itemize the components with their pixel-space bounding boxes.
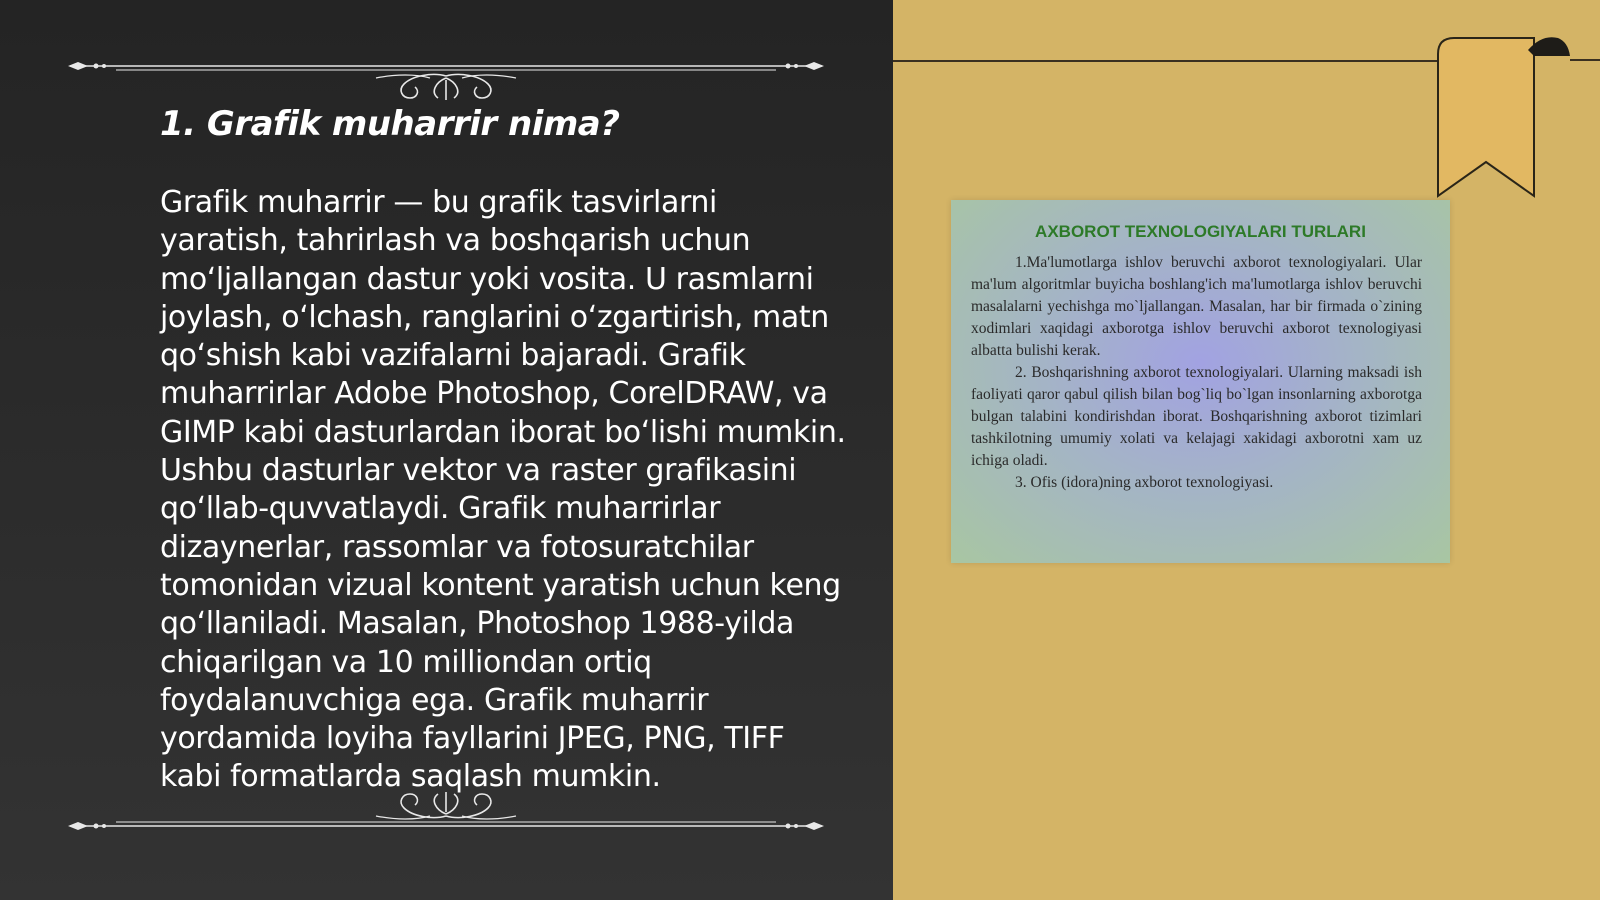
document-heading: AXBOROT TEXNOLOGIYALARI TURLARI <box>1035 222 1366 241</box>
bookmark-ribbon-icon <box>1430 30 1600 200</box>
ornamental-divider-top <box>66 40 826 100</box>
ornamental-divider-bottom <box>66 778 826 838</box>
document-paragraph: 3. Ofis (idora)ning axborot texnologiyasi. <box>1015 474 1274 491</box>
document-body <box>971 252 1422 494</box>
slide-body-text: Grafik muharrir — bu grafik tasvirlarni yaratish, tahrirlash va boshqarish uchun moʻljallangan dastur yoki vosita. U rasmlarni joylash, oʻlchash, ranglarini oʻzgartirish, matn qoʻshish kabi vazifalarni bajaradi. Grafik muharrirlar Adobe Photoshop, CorelDRAW, va GIMP kabi dasturlardan iborat boʻlishi mumkin. Ushbu dasturlar vektor va raster grafikasini qoʻllab-quvvatlaydi. Grafik muharrirlar dizaynerlar, rassomlar va fotosuratchilar tomonidan vizual kontent yaratish uchun keng qoʻllaniladi. Masalan, Photoshop 1988-yilda chiqarilgan va 10 milliondan ortiq foydalanuvchiga ega. Grafik muharrir yordamida loyiha fayllarini JPEG, PNG, TIFF kabi formatlarda saqlash mumkin. <box>160 185 846 795</box>
slide-title: 1. Grafik muharrir nima? <box>160 104 620 144</box>
decorative-line <box>893 60 1443 62</box>
document-paragraph: 1.Ma'lumotlarga ishlov beruvchi axborot texnologiyalari. Ular ma'lum algoritmlar buyicha boshlang'ich ma'lumotlarga ishlov beruvchi masalalarni yechishga mo`ljallangan. Masalan, har bir firmada o`zining xodimlari xaqidagi axborotga ishlov beruvchi axborot texnologiyasi albatta bulishi kerak. <box>971 254 1422 359</box>
document-paragraph: 2. Boshqarishning axborot texnologiyalari. Ularning maksadi ish faoliyati qaror qabul qilish bilan bog`liq bo`lgan insonlarning axborotga bulgan talabini kondirishdan iborat. Boshqarishning axborot tizimlari tashkilotning umumiy xolati va kelajagi xakidagi axborotni xam uz ichiga oladi. <box>971 364 1422 469</box>
document-image <box>951 200 1450 563</box>
